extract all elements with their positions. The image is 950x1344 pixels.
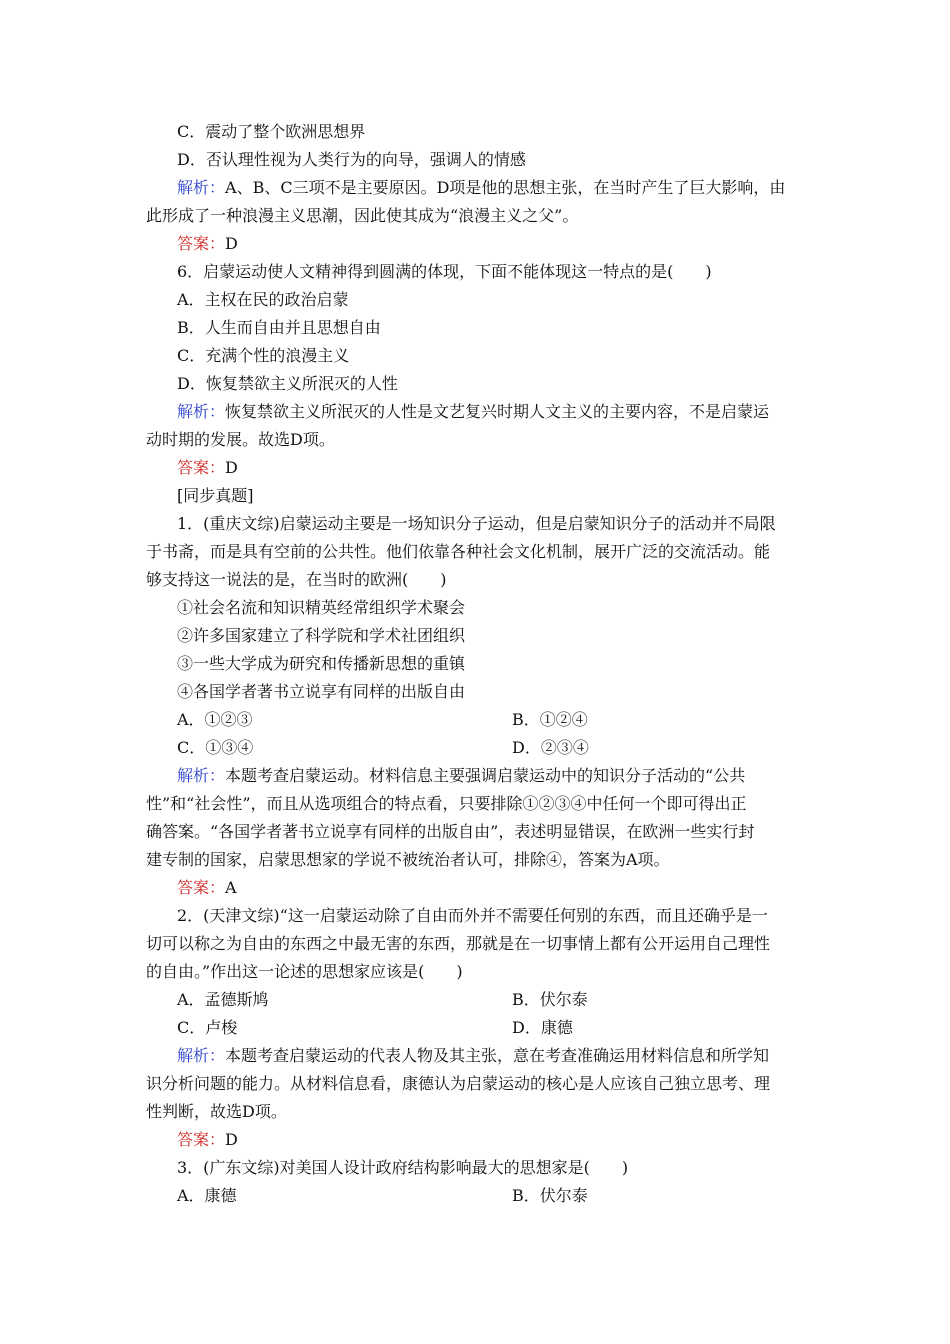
q6-option-a: A．主权在民的政治启蒙 bbox=[177, 290, 349, 309]
s1-item-3: ③一些大学成为研究和传播新思想的重镇 bbox=[177, 654, 466, 673]
answer-label: 答案： bbox=[177, 1130, 226, 1149]
s3-option-a: A．康德 bbox=[177, 1186, 237, 1205]
q6-analysis-line-1 bbox=[177, 398, 837, 426]
q6-option-d: D．恢复禁欲主义所泯灭的人性 bbox=[177, 374, 398, 393]
s2-option-b: B．伏尔泰 bbox=[512, 990, 588, 1009]
s1-stem-line-2: 于书斋，而是具有空前的公共性。他们依靠各种社会文化机制，展开广泛的交流活动。能 bbox=[146, 542, 771, 561]
s1-stem-line-1: 1．(重庆文综)启蒙运动主要是一场知识分子运动，但是启蒙知识分子的活动并不局限 bbox=[177, 514, 776, 533]
answer-label: 答案： bbox=[177, 458, 226, 477]
s1-item-1: ①社会名流和知识精英经常组织学术聚会 bbox=[177, 598, 466, 617]
s2-option-a: A．孟德斯鸠 bbox=[177, 990, 269, 1009]
s1-analysis-line-3: 确答案。“各国学者著书立说享有同样的出版自由”，表述明显错误，在欧洲一些实行封 bbox=[146, 822, 755, 841]
s1-stem-line-3: 够支持这一说法的是，在当时的欧洲( ) bbox=[146, 570, 447, 589]
q5-option-d: D．否认理性视为人类行为的向导，强调人的情感 bbox=[177, 150, 526, 169]
q6-answer bbox=[177, 454, 837, 482]
s1-option-c: C．①③④ bbox=[177, 738, 254, 757]
answer-value: D bbox=[225, 234, 238, 253]
answer-value: D bbox=[225, 458, 238, 477]
analysis-label: 解析： bbox=[177, 1046, 226, 1065]
q6-stem: 6．启蒙运动使人文精神得到圆满的体现，下面不能体现这一特点的是( ) bbox=[177, 262, 712, 281]
q5-answer bbox=[177, 230, 837, 258]
s2-analysis-line-3: 性判断，故选D项。 bbox=[146, 1102, 287, 1121]
s2-analysis-line-2: 识分析问题的能力。从材料信息看，康德认为启蒙运动的核心是人应该自己独立思考、理 bbox=[146, 1074, 771, 1093]
q6-option-b: B．人生而自由并且思想自由 bbox=[177, 318, 381, 337]
q5-analysis-line-1 bbox=[177, 174, 837, 202]
s1-answer bbox=[177, 874, 837, 902]
section-title: [同步真题] bbox=[177, 486, 254, 505]
s2-option-c: C．卢梭 bbox=[177, 1018, 238, 1037]
q5-analysis-line-2: 此形成了一种浪漫主义思潮，因此使其成为“浪漫主义之父”。 bbox=[146, 206, 579, 225]
s1-analysis-line-4: 建专制的国家，启蒙思想家的学说不被统治者认可，排除④，答案为A项。 bbox=[146, 850, 670, 869]
s1-option-b: B．①②④ bbox=[512, 710, 588, 729]
s1-analysis-line-2: 性”和“社会性”，而且从选项组合的特点看，只要排除①②③④中任何一个即可得出正 bbox=[146, 794, 747, 813]
answer-value: A bbox=[225, 878, 237, 897]
analysis-label: 解析： bbox=[177, 178, 226, 197]
s1-option-a: A．①②③ bbox=[177, 710, 253, 729]
analysis-label: 解析： bbox=[177, 402, 226, 421]
analysis-text: 本题考查启蒙运动的代表人物及其主张，意在考查准确运用材料信息和所学知 bbox=[225, 1046, 770, 1065]
analysis-text: 本题考查启蒙运动。材料信息主要强调启蒙运动中的知识分子活动的“公共 bbox=[225, 766, 746, 785]
answer-label: 答案： bbox=[177, 878, 226, 897]
s2-analysis-line-1 bbox=[177, 1042, 837, 1070]
analysis-label: 解析： bbox=[177, 766, 226, 785]
s2-stem-line-1: 2．(天津文综)“这一启蒙运动除了自由而外并不需要任何别的东西，而且还确乎是一 bbox=[177, 906, 768, 925]
analysis-text: A、B、C三项不是主要原因。D项是他的思想主张，在当时产生了巨大影响，由 bbox=[225, 178, 786, 197]
s1-item-2: ②许多国家建立了科学院和学术社团组织 bbox=[177, 626, 466, 645]
s2-stem-line-2: 切可以称之为自由的东西之中最无害的东西，那就是在一切事情上都有公开运用自己理性 bbox=[146, 934, 771, 953]
s3-stem: 3．(广东文综)对美国人设计政府结构影响最大的思想家是( ) bbox=[177, 1158, 629, 1177]
s1-analysis-line-1 bbox=[177, 762, 837, 790]
answer-value: D bbox=[225, 1130, 238, 1149]
analysis-text: 恢复禁欲主义所泯灭的人性是文艺复兴时期人文主义的主要内容，不是启蒙运 bbox=[225, 402, 770, 421]
s1-item-4: ④各国学者著书立说享有同样的出版自由 bbox=[177, 682, 466, 701]
s2-option-d: D．康德 bbox=[512, 1018, 573, 1037]
answer-label: 答案： bbox=[177, 234, 226, 253]
s3-option-b: B．伏尔泰 bbox=[512, 1186, 588, 1205]
q6-analysis-line-2: 动时期的发展。故选D项。 bbox=[146, 430, 335, 449]
s2-stem-line-3: 的自由。”作出这一论述的思想家应该是( ) bbox=[146, 962, 463, 981]
s1-option-d: D．②③④ bbox=[512, 738, 589, 757]
s2-answer bbox=[177, 1126, 837, 1154]
q6-option-c: C．充满个性的浪漫主义 bbox=[177, 346, 350, 365]
q5-option-c: C．震动了整个欧洲思想界 bbox=[177, 122, 366, 141]
